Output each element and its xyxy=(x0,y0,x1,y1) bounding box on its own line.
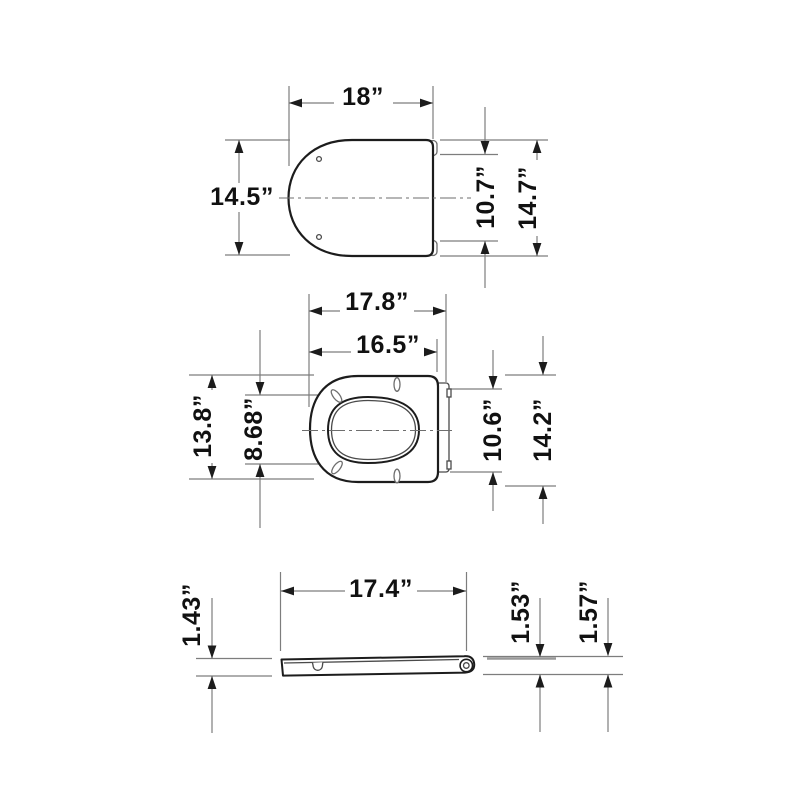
dim-label-lid-width: 18” xyxy=(342,83,384,111)
dim-label-seat-overall-height: 14.2” xyxy=(529,398,557,462)
arrowhead-icon xyxy=(536,644,545,657)
arrowhead-icon xyxy=(289,99,302,108)
arrowhead-icon xyxy=(256,464,265,477)
arrowhead-icon xyxy=(489,472,498,485)
arrowhead-icon xyxy=(453,587,466,596)
arrowhead-icon xyxy=(604,643,613,656)
arrowhead-icon xyxy=(208,676,217,689)
arrowhead-icon xyxy=(281,587,294,596)
profile-bumper xyxy=(313,662,323,670)
dim-label-lid-inner-right-height: 10.7” xyxy=(472,165,500,229)
arrowhead-icon xyxy=(235,140,244,153)
dim-label-seat-inner-height: 8.68” xyxy=(240,397,268,461)
arrowhead-icon xyxy=(536,675,545,688)
arrowhead-icon xyxy=(309,348,322,357)
dim-label-mid-thickness: 1.53” xyxy=(507,580,535,644)
arrowhead-icon xyxy=(604,675,613,688)
seat-side-profile-outline xyxy=(282,656,475,675)
arrowhead-icon xyxy=(489,376,498,389)
middle-view xyxy=(189,288,557,528)
arrowhead-icon xyxy=(539,362,548,375)
arrowhead-icon xyxy=(533,140,542,153)
dim-label-front-thickness: 1.43” xyxy=(178,583,206,647)
dim-label-seat-outer-height: 13.8” xyxy=(189,394,217,458)
dim-label-lid-left-height: 14.5” xyxy=(210,183,274,211)
arrowhead-icon xyxy=(256,382,265,395)
arrowhead-icon xyxy=(424,348,437,357)
arrowhead-icon xyxy=(208,466,217,479)
arrowhead-icon xyxy=(539,486,548,499)
bottom-view xyxy=(178,572,623,733)
arrowhead-icon xyxy=(433,307,446,316)
dim-label-rear-thickness: 1.57” xyxy=(575,580,603,644)
profile-hinge-circle xyxy=(460,659,472,671)
arrowhead-icon xyxy=(481,141,490,154)
arrowhead-icon xyxy=(208,375,217,388)
top-view xyxy=(205,83,548,288)
dim-label-seat-outer-width: 17.8” xyxy=(345,288,409,316)
arrowhead-icon xyxy=(481,241,490,254)
dim-label-seat-hinge-height: 10.6” xyxy=(479,398,507,462)
dim-label-profile-length: 17.4” xyxy=(349,575,413,603)
arrowhead-icon xyxy=(235,242,244,255)
arrowhead-icon xyxy=(533,243,542,256)
dim-label-lid-outer-right-height: 14.7” xyxy=(514,166,542,230)
arrowhead-icon xyxy=(208,646,217,659)
dim-label-seat-ring-width: 16.5” xyxy=(356,331,420,359)
arrowhead-icon xyxy=(420,99,433,108)
arrowhead-icon xyxy=(309,307,322,316)
